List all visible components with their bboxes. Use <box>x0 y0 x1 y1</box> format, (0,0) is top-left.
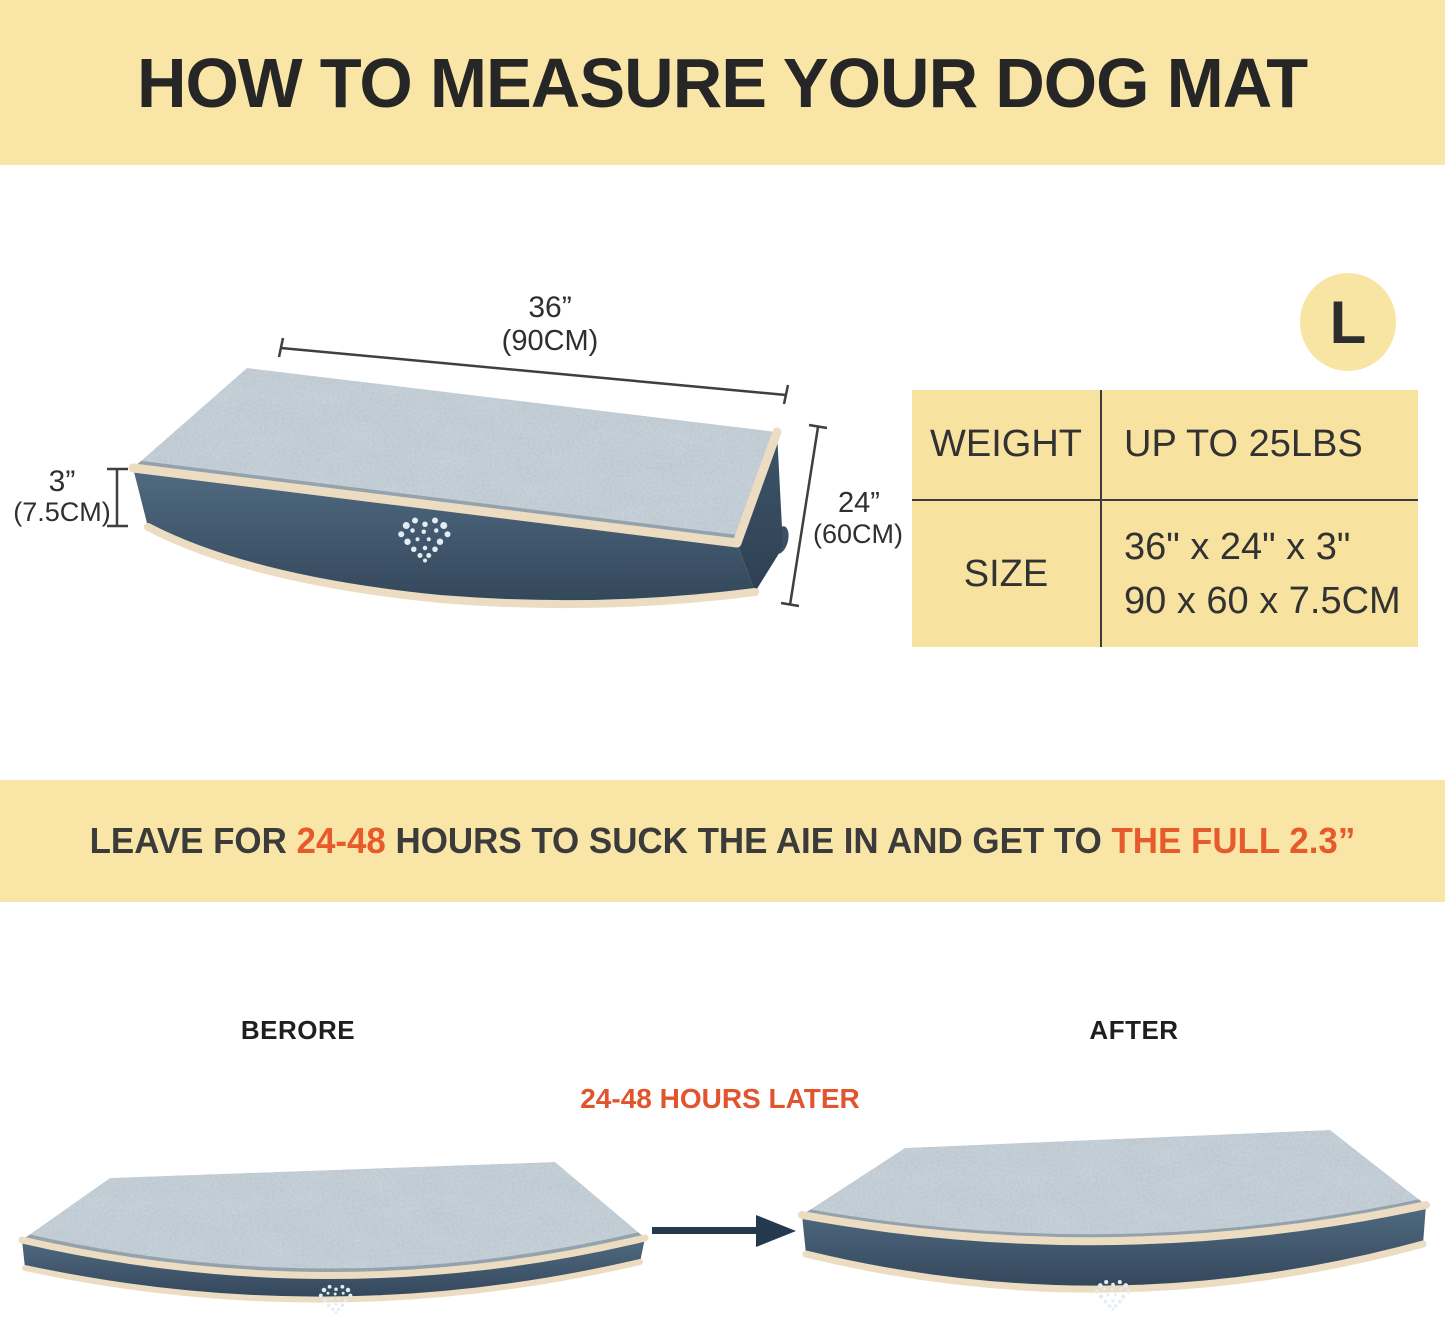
size-row-value <box>1102 501 1418 647</box>
spec-table <box>912 390 1418 647</box>
page-title: HOW TO MEASURE YOUR DOG MAT <box>137 43 1308 122</box>
width-label-inches: 36” <box>528 291 572 324</box>
size-badge-letter: L <box>1329 288 1367 356</box>
weight-row-value: UP TO 25LBS <box>1124 423 1363 465</box>
before-label: BERORE <box>240 1015 356 1045</box>
size-badge <box>1300 273 1396 371</box>
thickness-label-inches: 3” <box>48 465 76 498</box>
transform-arrow-icon <box>652 1214 797 1248</box>
width-label-cm: (90CM) <box>501 325 599 357</box>
middle-banner-text <box>90 820 1356 862</box>
thickness-label-cm: (7.5CM) <box>13 497 111 527</box>
after-label: AFTER <box>1089 1015 1179 1045</box>
size-value-inches: 36" x 24" x 3" <box>1124 526 1351 568</box>
size-value-cm: 90 x 60 x 7.5CM <box>1124 580 1401 622</box>
depth-dimension-line <box>790 427 818 605</box>
size-row-label: SIZE <box>963 552 1049 595</box>
timer-label: 24-48 HOURS LATER <box>580 1083 860 1114</box>
after-mat-illustration <box>798 1122 1430 1327</box>
banner-text-prefix: LEAVE FOR <box>89 820 297 861</box>
depth-label-cm: (60CM) <box>812 519 904 549</box>
banner-full-highlight: THE FULL 2.3” <box>1111 820 1356 861</box>
weight-row-label: WEIGHT <box>930 423 1082 465</box>
middle-banner <box>0 780 1445 902</box>
top-banner <box>0 0 1445 165</box>
banner-text-middle: HOURS TO SUCK THE AIE IN AND GET TO <box>385 820 1112 861</box>
depth-label-inches: 24” <box>838 487 880 519</box>
before-mat-illustration <box>10 1150 655 1327</box>
paw-heart-logo <box>1095 1280 1131 1311</box>
banner-hours-highlight: 24-48 <box>296 820 386 861</box>
